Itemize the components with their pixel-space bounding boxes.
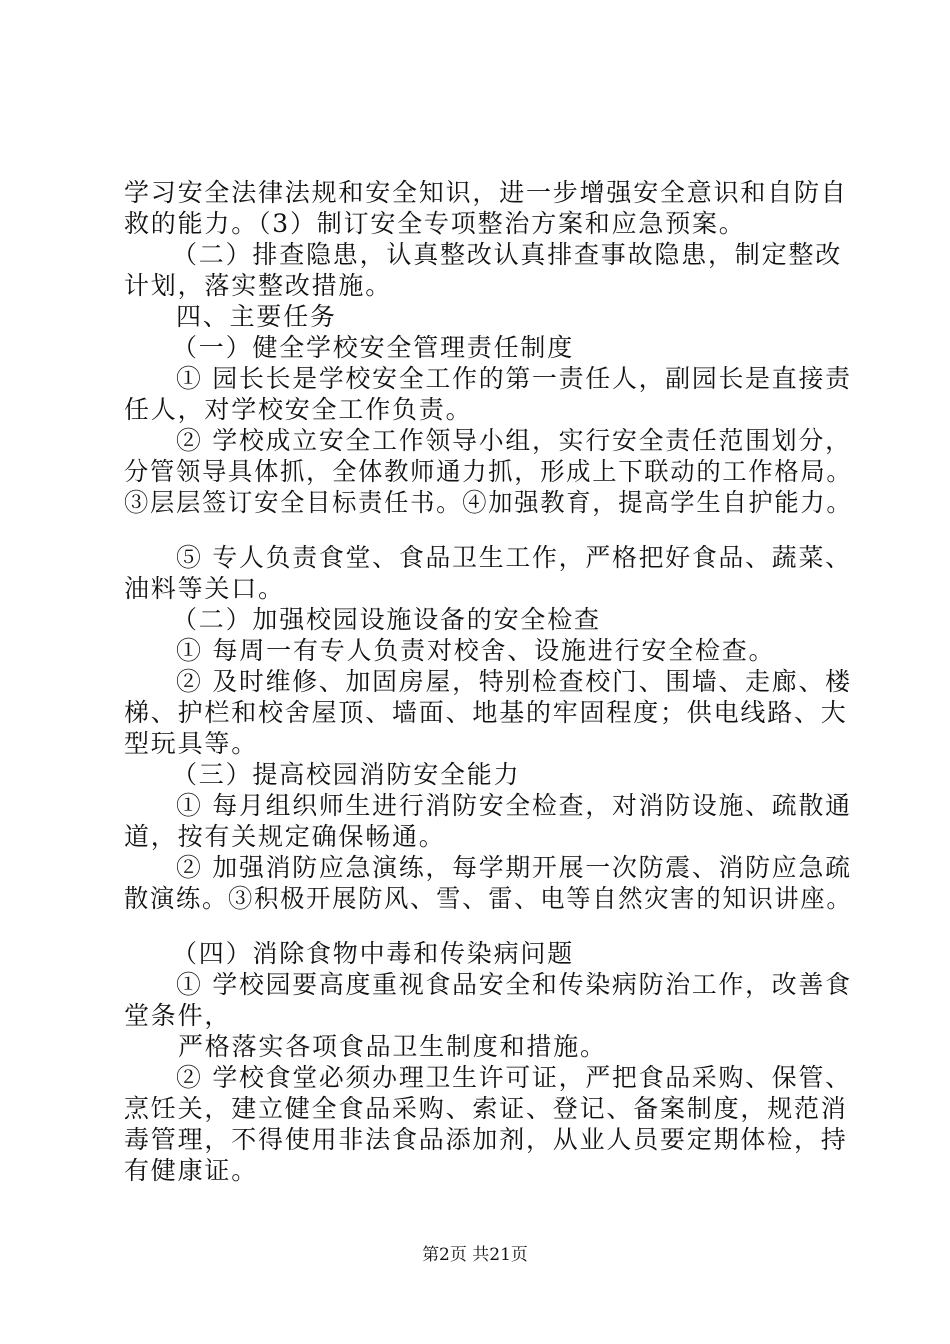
text-line: 严格落实各项食品卫生制度和措施。 xyxy=(178,1032,607,1061)
section-heading: （二）加强校园设施设备的安全检查 xyxy=(172,605,601,634)
text-line: 型玩具等。 xyxy=(124,729,259,758)
text-line: 梯、护栏和校舍屋顶、墙面、地基的牢固程度；供电线路、大 xyxy=(124,698,848,727)
text-line: 学习安全法律法规和安全知识，进一步增强安全意识和自防自 xyxy=(124,178,848,207)
text-line: ② 及时维修、加固房屋，特别检查校门、围墙、走廊、楼 xyxy=(176,667,852,696)
text-line: ② 学校成立安全工作领导小组，实行安全责任范围划分， xyxy=(176,426,852,455)
text-line: 计划，落实整改措施。 xyxy=(124,271,393,300)
text-line: 道，按有关规定确保畅通。 xyxy=(124,822,446,851)
text-line: 有健康证。 xyxy=(124,1156,259,1185)
text-line: 分管领导具体抓，全体教师通力抓，形成上下联动的工作格局。 xyxy=(124,457,853,486)
section-heading: 四、主要任务 xyxy=(176,302,337,331)
text-line: 堂条件， xyxy=(124,1001,232,1030)
text-line: ② 加强消防应急演练，每学期开展一次防震、消防应急疏 xyxy=(176,853,852,882)
text-line: 毒管理，不得使用非法食品添加剂，从业人员要定期体检，持 xyxy=(124,1125,848,1154)
text-line: （二）排查隐患，认真整改认真排查事故隐患，制定整改 xyxy=(172,240,843,269)
text-line: 油料等关口。 xyxy=(124,574,285,603)
text-line: ⑤ 专人负责食堂、食品卫生工作，严格把好食品、蔬菜、 xyxy=(176,543,852,572)
text-line: ③层层签订安全目标责任书。④加强教育，提高学生自护能力。 xyxy=(124,488,853,517)
text-line: ① 园长长是学校安全工作的第一责任人，副园长是直接责 xyxy=(176,364,852,393)
text-line: ① 每周一有专人负责对校舍、设施进行安全检查。 xyxy=(176,636,776,665)
text-line: ① 学校园要高度重视食品安全和传染病防治工作，改善食 xyxy=(176,970,852,999)
text-line: 散演练。③积极开展防风、雪、雷、电等自然灾害的知识讲座。 xyxy=(124,884,853,913)
section-heading: （三）提高校园消防安全能力 xyxy=(172,760,521,789)
text-line: ② 学校食堂必须办理卫生许可证，严把食品采购、保管、 xyxy=(176,1063,852,1092)
page-number-footer: 第2页 共21页 xyxy=(422,1245,528,1265)
text-line: 救的能力。（3）制订安全专项整治方案和应急预案。 xyxy=(124,209,746,238)
section-heading: （一）健全学校安全管理责任制度 xyxy=(172,333,575,362)
text-line: 烹饪关，建立健全食品采购、索证、登记、备案制度，规范消 xyxy=(124,1094,848,1123)
section-heading: （四）消除食物中毒和传染病问题 xyxy=(172,939,575,968)
text-line: ① 每月组织师生进行消防安全检查，对消防设施、疏散通 xyxy=(176,791,852,820)
text-line: 任人，对学校安全工作负责。 xyxy=(124,395,473,424)
